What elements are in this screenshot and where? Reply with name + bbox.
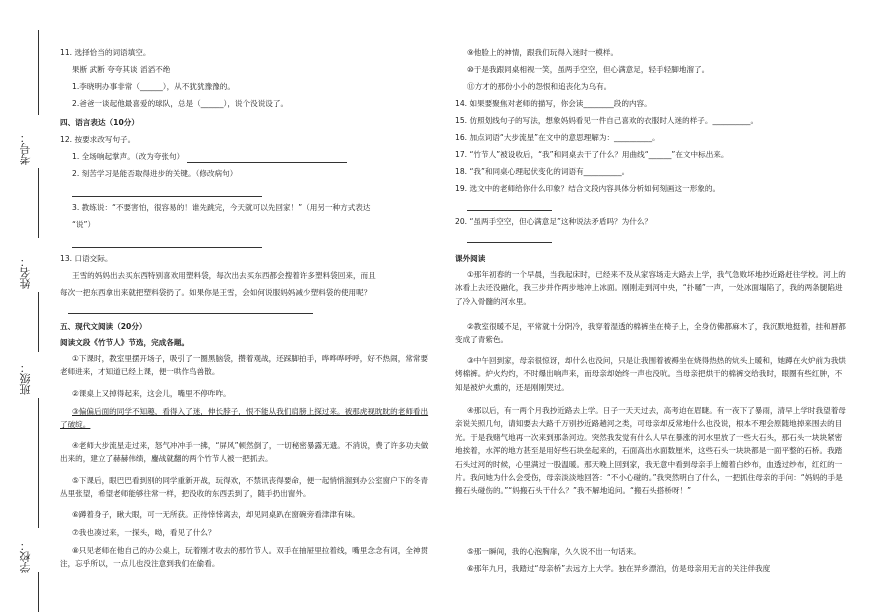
q11-title: 11. 选择恰当的词语填空。: [60, 48, 151, 57]
extra-paragraph-3: ③中午回到家，母亲很惊讶，却什么也没问，只是让我围着被褥坐在烧得热热的炕头上暖和，她蹲在火炉前为我烘烤棉裤。炉火灼灼，不时爆出响声来，而母亲却始终一声也没吭。当母亲把烘干的棉裤交给我时，眼圈有些红肿，不知是被炉火熏的，还是刚刚哭过。: [455, 356, 846, 392]
reading-title: 阅读文段《竹节人》节选，完成各题。: [60, 338, 190, 347]
class-label: 班级：: [19, 362, 32, 395]
q11-word-bank: 果断 武断 夸夸其谈 滔滔不绝: [72, 65, 171, 74]
q12-item-2: 2. 刻苦学习是能否取得进步的关键。（修改病句）: [72, 169, 238, 178]
passage-paragraph-9: ⑨他脸上的神情，跟我们玩得入迷时一模样。: [467, 48, 619, 57]
margin-line: [38, 292, 39, 352]
margin-line: [38, 572, 39, 612]
answer-line[interactable]: [68, 303, 313, 314]
section-5-heading: 五、现代文阅读（20分）: [60, 322, 147, 331]
extracurricular-reading-heading: 课外阅读: [455, 254, 486, 263]
binding-margin: [0, 0, 56, 616]
q13-answer: [68, 301, 313, 314]
q12-item-1: [72, 150, 347, 163]
q12-item-2-answer: [72, 184, 262, 197]
q20-answer: [467, 230, 552, 243]
q14: 14. 如果要聚焦对老师的描写，你会读________段的内容。: [455, 99, 652, 108]
q12-item-1-text: 1. 全场响起掌声。（改为夸张句）: [72, 152, 185, 161]
q12-title: 12. 按要求改写句子。: [60, 135, 136, 144]
q17: 17. “竹节人”被设收后，“我”和同桌去干了什么？用曲线“______”在文中标出来。: [455, 150, 729, 159]
q12-item-3b: “说”）: [72, 220, 96, 229]
extra-paragraph-2: ②教室很暖不足，平常就十分阴冷，我穿着湿透的棉裤坐在椅子上，全身仿佛都麻木了，我沉默地挺着，挂和唇都变成了青紫色。: [455, 322, 846, 345]
q19: 19. 选文中的老师给你什么印象？结合文段内容具体分析如何刻画这一形象的。: [455, 184, 721, 193]
section-4-heading: 四、语言表达（10分）: [60, 118, 139, 127]
name-label: 姓名：: [19, 256, 32, 289]
q19-answer: [467, 198, 552, 211]
exam-number-label: 考号：: [19, 132, 32, 165]
margin-line: [38, 168, 39, 238]
passage-paragraph-1: ①下课时，教室里摆开场子，吸引了一圈黑脑袋，攒着观战，还踩脚拍手，哗哗哗呼呼，好不热闹，常常要老师进来，才知道已经上课，便一哄作鸟兽散。: [60, 354, 429, 377]
q13-prompt-line-2: 每次一把东西拿出来就把塑料袋扔了。如果你是王雪，会如何说服妈妈减少塑料袋的使用呢？: [60, 288, 372, 297]
q11-item-2: 2.爸爸一谈起他最喜爱的球队，总是（______），说个没说设了。: [72, 99, 289, 108]
q15: 15. 仿照划线句子的写法，想象妈妈看见一件自己喜欢的衣服时人迷的样子。__________。: [455, 116, 759, 125]
q12-item-3a: 3. 教练说：“不要害怕，很容易的！谁先跳完，今天就可以先回家！”（用另一种方式表达: [72, 203, 371, 212]
passage-paragraph-8: ⑧只见老师在他自己的办公桌上，玩着刚才收去的那竹节人。双手在抽屉里拉着线，嘴里念念有词，全神贯注，忘乎所以，一点儿也没注意到我们在偷看。: [60, 546, 429, 569]
passage-paragraph-2: ②课桌上又掉得起来，这会儿，嘴里不停咋咋。: [72, 389, 231, 398]
answer-line[interactable]: [467, 232, 552, 243]
margin-line: [38, 30, 39, 115]
q16: 16. 加点词语“大步流星”在文中的意思理解为：__________。: [455, 133, 660, 142]
answer-line[interactable]: [72, 186, 262, 197]
answer-line[interactable]: [72, 237, 262, 248]
q13-title: 13. 口语交际。: [60, 254, 113, 263]
extra-paragraph-5: ⑤那一瞬间，我的心泡胸扉，久久说不出一句话来。: [467, 547, 641, 556]
extra-paragraph-6: ⑥那年九月，我踏过“母亲桥”去远方上大学。独在异乡漂泊，仿是母亲用无言的关注伴我度: [467, 564, 771, 573]
school-label: 学校：: [19, 540, 32, 573]
passage-paragraph-6: ⑥蹲着身子，瞅大眼，可一无所获。正待悻悻离去，却见同桌趴在窗碗旁看津津有味。: [72, 510, 360, 519]
answer-line[interactable]: [187, 152, 347, 163]
answer-line[interactable]: [467, 200, 552, 211]
q11-item-1: 1.李晓明办事非常（______），从不犹犹豫豫的。: [72, 82, 235, 91]
passage-paragraph-11: ⑪方才的那份小小的怨恨和追丧化为乌有。: [467, 82, 612, 91]
q18: 18. “我”和同桌心理起伏变化的词语有__________。: [455, 167, 630, 176]
passage-paragraph-3: ③偏偏后面的同学不知趣，看得入了迷，伸长脖子，恨不能从我们肩膀上探过来。被那虎视眈眈的老师看出了破绽。: [60, 407, 429, 430]
q12-item-3-answer: [72, 235, 262, 248]
q13-prompt-line-1: 王雪的妈妈出去买东西特别喜欢用塑料袋，每次出去买东西都会搜着许多塑料袋回来，而且: [72, 271, 376, 280]
passage-paragraph-5: ⑤下课后，眼巴巴看到别的同学重新开战，玩得欢，不禁讯丧得要命，便一起悄悄溜到办公室窗户下的冬青丛里张望，希望老师能够往常一样，把没收的东西丢到了，随手扔出窗外。: [60, 476, 429, 499]
extra-paragraph-1: ①那年初春的一个早晨，当我起床时，已经来不及从家容场走大路去上学，我气急败坏地抄近路赶往学校。河上的冰看上去还没融化，我三步并作两步地冲上冰面。刚刚走到河中央，“扑嗵”一声，一处冰面塌陷了，我的两条腿陷进了冷入骨髓的河水里。: [455, 270, 846, 306]
margin-line: [38, 398, 39, 528]
passage-paragraph-10: ⑩于是我跟同桌相视一笑，虽两手空空，但心满意足，轻手轻脚地溜了。: [467, 65, 710, 74]
extra-paragraph-4: ④那以后，有一两个月我抄近路去上学。日子一天天过去，高考迫在眉睫。有一夜下了暴雨，清早上学时我望着母亲说关照几句，请知要去大路千万别抄近路趟河之类，可母亲却反常地什么也没说，根本不理会原随地掉来围去的目光。于是我赌气地再一次来到那条河边。突然我发觉有什么人早在暴涨的河水里放了一些大石头，那石头一块块紧密地挨着，水浑的地方甚至是用好些石块垒起来的，石面高出水面数厘米，这些石头一块块都是一面平整的石桥。我踏石头过河的时候，心里满过一股温暖。那天晚上回到家，我无意中看到母亲手上缠着白纱布，血透过纱布，红红的一片。我问她为什么会受伤，母亲淡淡地回答：“不小心碰的。”我突然明白了什么，一把抓住母亲的手问：“妈妈的手是搬石头碰伤的。”“妈搬石头干什么？”我不解地追问。“搬石头搭桥呀！”: [455, 406, 846, 496]
passage-paragraph-7: ⑦我也凑过来，一探头，呦，看见了什么？: [72, 528, 216, 537]
q20: 20. “虽两手空空，但心满意足”这种说法矛盾吗？为什么？: [455, 217, 653, 226]
passage-paragraph-4: ④老师大步流星走过来，怒气冲冲手一拂，“屏风”顿然倒了，一切秘密暴露无遗。不消说，费了许多功夫做出来的，建立了赫赫伟绩，鏖战就翻的两个竹节人被一把抓去。: [60, 441, 429, 464]
